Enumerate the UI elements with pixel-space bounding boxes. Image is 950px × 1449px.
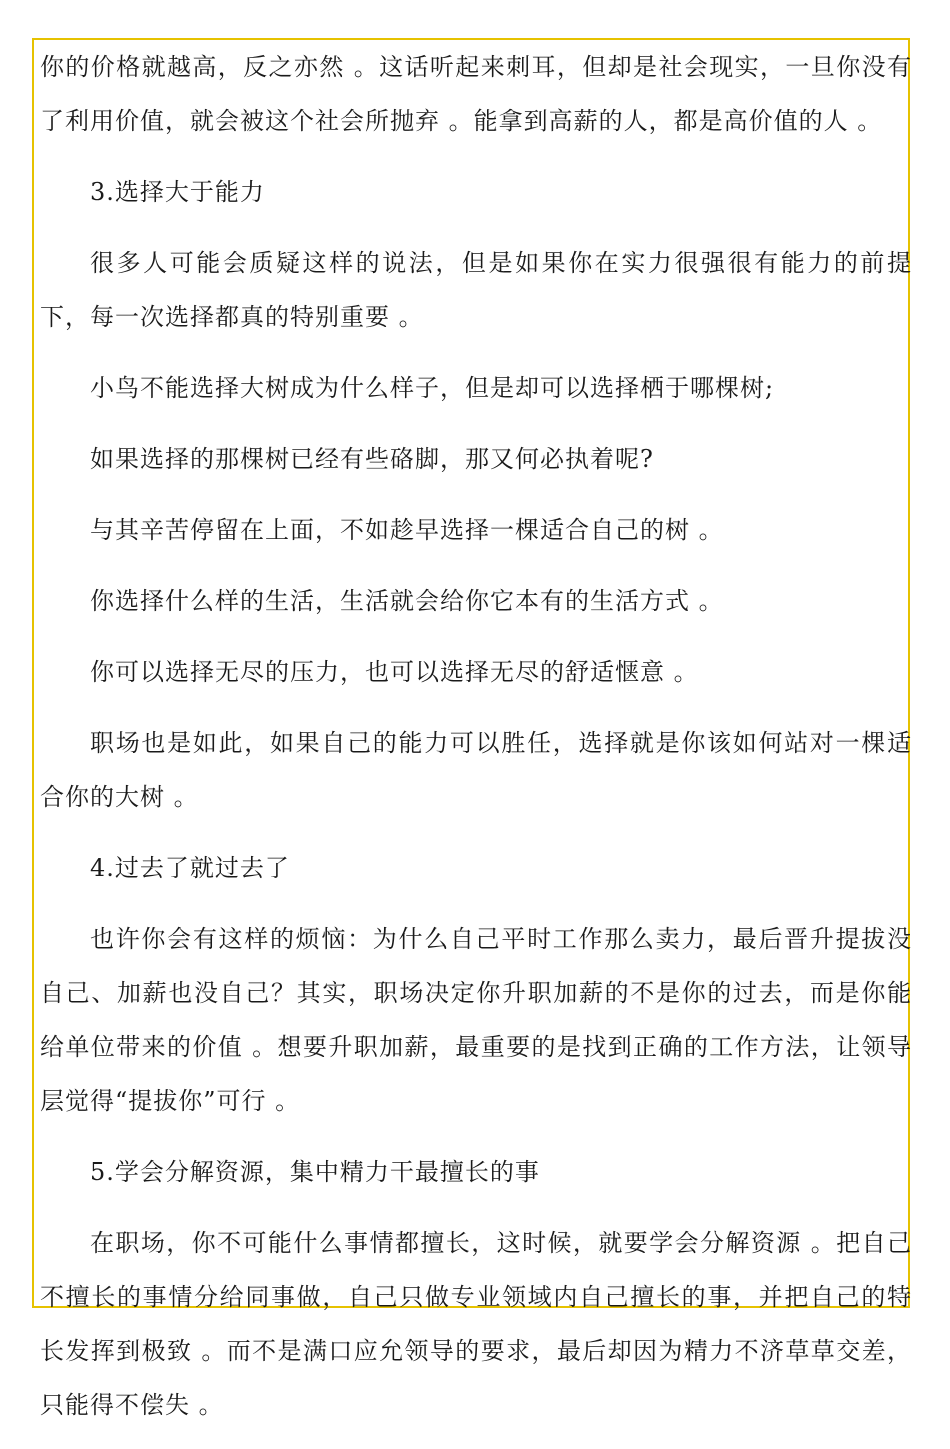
paragraph: 很多人可能会质疑这样的说法，但是如果你在实力很强很有能力的前提下，每一次选择都真的特别重要 。: [40, 249, 912, 331]
paragraph: 也许你会有这样的烦恼：为什么自己平时工作那么卖力，最后晋升提拔没自己、加薪也没自己？其实，职场决定你升职加薪的不是你的过去，而是你能给单位带来的价值 。想要升职加薪，最重要的是找到正确的工作方法，让领导层觉得“提拔你”可行 。: [40, 925, 912, 1115]
paragraph: 与其辛苦停留在上面，不如趁早选择一棵适合自己的树 。: [90, 516, 724, 544]
paragraph: 在职场，你不可能什么事情都擅长，这时候，就要学会分解资源 。把自己不擅长的事情分给同事做，自己只做专业领域内自己擅长的事，并把自己的特长发挥到极致 。而不是满口应允领导的要求，最后却因为精力不济草草交差，只能得不偿失 。: [40, 1229, 912, 1419]
paragraph: 职场也是如此，如果自己的能力可以胜任，选择就是你该如何站对一棵适合你的大树 。: [40, 729, 912, 811]
paragraph-intro: 你的价格就越高，反之亦然 。这话听起来刺耳，但却是社会现实，一旦你没有了利用价值，就会被这个社会所抛弃 。能拿到高薪的人，都是高价值的人 。: [40, 53, 912, 135]
section-heading-3: 3.选择大于能力: [90, 178, 265, 206]
paragraph: 你可以选择无尽的压力，也可以选择无尽的舒适惬意 。: [90, 658, 699, 686]
paragraph: 小鸟不能选择大树成为什么样子，但是却可以选择栖于哪棵树;: [90, 374, 775, 402]
document-body: [40, 40, 912, 1449]
section-heading-4: 4.过去了就过去了: [90, 854, 290, 882]
paragraph: 你选择什么样的生活，生活就会给你它本有的生活方式 。: [90, 587, 724, 615]
paragraph: 如果选择的那棵树已经有些硌脚，那又何必执着呢?: [90, 445, 654, 473]
section-heading-5: 5.学会分解资源，集中精力干最擅长的事: [90, 1158, 540, 1186]
